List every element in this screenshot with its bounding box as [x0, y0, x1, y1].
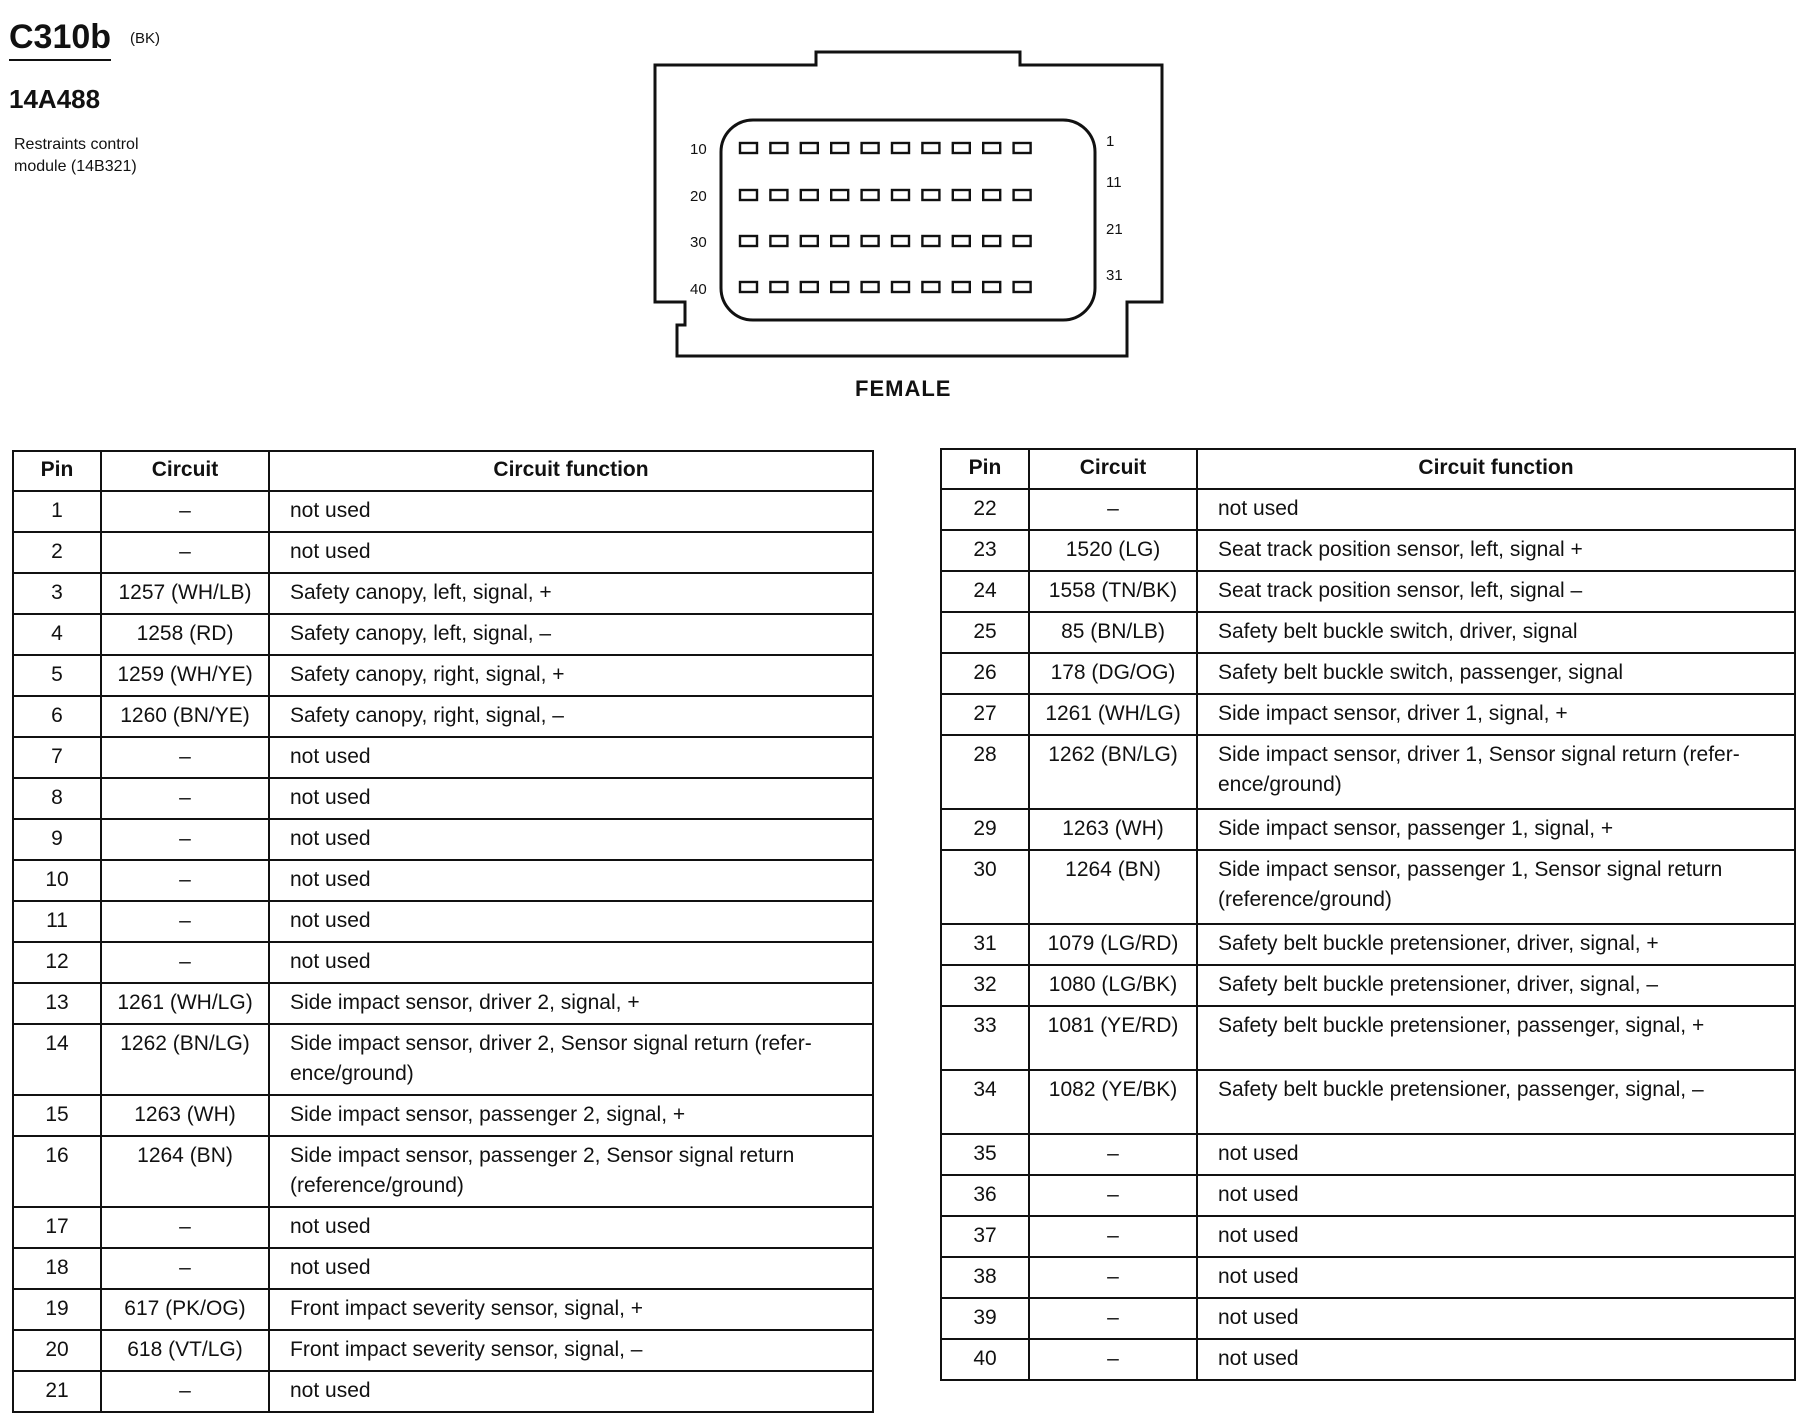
header-circuit: Circuit	[101, 451, 269, 491]
pin-cell: 1	[13, 491, 101, 532]
pin-cell: 4	[13, 614, 101, 655]
circuit-function-cell: Side impact sensor, passenger 2, Sensor signal return (reference/ground)	[269, 1136, 873, 1207]
pin-cavity	[983, 236, 1000, 246]
table-row	[13, 860, 873, 901]
connector-color: (BK)	[130, 30, 160, 47]
pin-cell: 7	[13, 737, 101, 778]
circuit-cell: 1262 (BN/LG)	[101, 1024, 269, 1095]
connector-face-diagram	[640, 40, 1180, 370]
pin-cavity	[831, 236, 848, 246]
circuit-cell: –	[101, 942, 269, 983]
table-row	[941, 571, 1795, 612]
pin-cell: 18	[13, 1248, 101, 1289]
circuit-cell: 1558 (TN/BK)	[1029, 571, 1197, 612]
pin-cell: 16	[13, 1136, 101, 1207]
table-row	[13, 655, 873, 696]
table-row	[13, 819, 873, 860]
circuit-function-cell: not used	[269, 532, 873, 573]
circuit-cell: –	[1029, 1134, 1197, 1175]
pin-cavity	[801, 282, 818, 292]
circuit-cell: –	[1029, 1339, 1197, 1380]
table-header-row	[941, 449, 1795, 489]
pin-cell: 29	[941, 809, 1029, 850]
table-row	[13, 901, 873, 942]
circuit-cell: –	[101, 491, 269, 532]
pin-cell: 17	[13, 1207, 101, 1248]
circuit-function-cell: Seat track position sensor, left, signal –	[1197, 571, 1795, 612]
pin-cavity	[983, 282, 1000, 292]
pin-cavity	[862, 282, 879, 292]
table-row	[941, 653, 1795, 694]
table-row	[941, 1298, 1795, 1339]
pin-cavity	[801, 236, 818, 246]
table-row	[13, 983, 873, 1024]
table-row	[941, 1006, 1795, 1070]
circuit-function-cell: Safety canopy, right, signal, +	[269, 655, 873, 696]
pin-cavity	[770, 282, 787, 292]
circuit-cell: 1258 (RD)	[101, 614, 269, 655]
pin-cell: 35	[941, 1134, 1029, 1175]
circuit-function-cell: not used	[269, 942, 873, 983]
row-label-40: 40	[690, 281, 707, 298]
table-header-row	[13, 451, 873, 491]
circuit-function-cell: Side impact sensor, driver 1, signal, +	[1197, 694, 1795, 735]
pin-cavity	[801, 143, 818, 153]
pin-cavity	[983, 143, 1000, 153]
table-row	[13, 942, 873, 983]
table-row	[941, 1134, 1795, 1175]
pin-cell: 26	[941, 653, 1029, 694]
circuit-cell: 1264 (BN)	[101, 1136, 269, 1207]
circuit-function-cell: Safety belt buckle pretensioner, passenger, signal, –	[1197, 1070, 1795, 1134]
row-label-30: 30	[690, 234, 707, 251]
pin-cell: 33	[941, 1006, 1029, 1070]
pin-cavity	[892, 282, 909, 292]
circuit-cell: –	[101, 737, 269, 778]
pin-cavity	[1014, 282, 1031, 292]
pin-cavity	[831, 282, 848, 292]
pin-cavity	[740, 282, 757, 292]
pin-cell: 11	[13, 901, 101, 942]
table-row	[941, 809, 1795, 850]
circuit-cell: 85 (BN/LB)	[1029, 612, 1197, 653]
table-row	[941, 1175, 1795, 1216]
circuit-function-cell: Side impact sensor, passenger 2, signal, +	[269, 1095, 873, 1136]
table-row	[941, 489, 1795, 530]
row-label-20: 20	[690, 188, 707, 205]
table-row	[941, 530, 1795, 571]
circuit-cell: 1261 (WH/LG)	[1029, 694, 1197, 735]
circuit-function-cell: not used	[1197, 1298, 1795, 1339]
circuit-cell: –	[101, 1248, 269, 1289]
pin-cavity	[922, 282, 939, 292]
connector-code: C310b	[9, 17, 111, 61]
circuit-cell: –	[1029, 1175, 1197, 1216]
pin-cavity	[953, 282, 970, 292]
pin-cell: 32	[941, 965, 1029, 1006]
pin-cavity	[740, 143, 757, 153]
circuit-cell: 1259 (WH/YE)	[101, 655, 269, 696]
row-label-11: 11	[1106, 174, 1122, 191]
table-row	[941, 694, 1795, 735]
pin-cell: 6	[13, 696, 101, 737]
table-row	[13, 1289, 873, 1330]
description-line-2: module (14B321)	[14, 158, 137, 175]
pin-cell: 39	[941, 1298, 1029, 1339]
pin-cell: 34	[941, 1070, 1029, 1134]
circuit-function-cell: not used	[269, 819, 873, 860]
pin-cavity	[740, 236, 757, 246]
circuit-function-cell: not used	[269, 1248, 873, 1289]
table-row	[13, 1248, 873, 1289]
table-row	[13, 1371, 873, 1412]
circuit-cell: –	[101, 1371, 269, 1412]
circuit-function-cell: not used	[1197, 1134, 1795, 1175]
pin-cell: 24	[941, 571, 1029, 612]
circuit-cell: 1079 (LG/RD)	[1029, 924, 1197, 965]
circuit-cell: –	[101, 532, 269, 573]
circuit-cell: 1260 (BN/YE)	[101, 696, 269, 737]
circuit-cell: –	[101, 901, 269, 942]
table-row	[941, 965, 1795, 1006]
circuit-cell: 1263 (WH)	[101, 1095, 269, 1136]
pin-cavity	[770, 190, 787, 200]
circuit-function-cell: Safety belt buckle pretensioner, driver, signal, –	[1197, 965, 1795, 1006]
circuit-cell: –	[101, 860, 269, 901]
circuit-cell: 1520 (LG)	[1029, 530, 1197, 571]
table-row	[13, 1024, 873, 1095]
circuit-function-cell: Safety belt buckle switch, driver, signal	[1197, 612, 1795, 653]
circuit-function-cell: not used	[269, 737, 873, 778]
pin-cavity	[1014, 143, 1031, 153]
pin-cell: 28	[941, 735, 1029, 809]
pin-cavity	[1014, 190, 1031, 200]
circuit-function-cell: not used	[269, 1371, 873, 1412]
pinout-table-left	[12, 450, 874, 1413]
circuit-function-cell: Safety belt buckle pretensioner, passenger, signal, +	[1197, 1006, 1795, 1070]
pin-cell: 31	[941, 924, 1029, 965]
table-row	[13, 1330, 873, 1371]
pin-cavity	[831, 143, 848, 153]
circuit-cell: –	[101, 819, 269, 860]
row-label-21: 21	[1106, 221, 1123, 238]
pin-cell: 13	[13, 983, 101, 1024]
circuit-function-cell: not used	[269, 778, 873, 819]
circuit-function-cell: Side impact sensor, passenger 1, Sensor signal return (reference/ground)	[1197, 850, 1795, 924]
pin-cell: 27	[941, 694, 1029, 735]
pin-cavity	[770, 236, 787, 246]
table-row	[941, 1339, 1795, 1380]
pin-cavity	[953, 236, 970, 246]
circuit-cell: –	[1029, 1298, 1197, 1339]
circuit-cell: –	[1029, 1257, 1197, 1298]
pin-cavity	[983, 190, 1000, 200]
circuit-function-cell: Side impact sensor, driver 2, signal, +	[269, 983, 873, 1024]
table-row	[13, 614, 873, 655]
circuit-function-cell: not used	[269, 1207, 873, 1248]
pin-cell: 15	[13, 1095, 101, 1136]
pin-cell: 36	[941, 1175, 1029, 1216]
header-pin: Pin	[941, 449, 1029, 489]
circuit-cell: 1080 (LG/BK)	[1029, 965, 1197, 1006]
table-row	[13, 532, 873, 573]
pin-cavity	[892, 236, 909, 246]
circuit-cell: 618 (VT/LG)	[101, 1330, 269, 1371]
circuit-cell: 1257 (WH/LB)	[101, 573, 269, 614]
circuit-function-cell: Safety belt buckle pretensioner, driver, signal, +	[1197, 924, 1795, 965]
header-circuit-function: Circuit function	[269, 451, 873, 491]
circuit-function-cell: Safety canopy, left, signal, –	[269, 614, 873, 655]
pin-cell: 21	[13, 1371, 101, 1412]
table-row	[13, 1095, 873, 1136]
table-row	[941, 1070, 1795, 1134]
pin-cavity-grid	[740, 143, 1031, 292]
circuit-function-cell: Seat track position sensor, left, signal +	[1197, 530, 1795, 571]
circuit-function-cell: Safety canopy, left, signal, +	[269, 573, 873, 614]
circuit-function-cell: not used	[269, 901, 873, 942]
table-row	[941, 924, 1795, 965]
circuit-cell: 1082 (YE/BK)	[1029, 1070, 1197, 1134]
module-description	[14, 134, 139, 178]
pin-cell: 14	[13, 1024, 101, 1095]
table-row	[13, 778, 873, 819]
pin-cavity	[862, 190, 879, 200]
pin-cell: 20	[13, 1330, 101, 1371]
circuit-function-cell: not used	[1197, 1339, 1795, 1380]
table-row	[13, 696, 873, 737]
table-row	[941, 850, 1795, 924]
header-circuit-function: Circuit function	[1197, 449, 1795, 489]
circuit-cell: 1262 (BN/LG)	[1029, 735, 1197, 809]
table-row	[13, 491, 873, 532]
circuit-cell: –	[1029, 1216, 1197, 1257]
pin-cell: 12	[13, 942, 101, 983]
pin-cell: 25	[941, 612, 1029, 653]
pin-cavity	[922, 190, 939, 200]
pin-cavity	[740, 190, 757, 200]
pin-cell: 37	[941, 1216, 1029, 1257]
table-row	[941, 1216, 1795, 1257]
row-label-10: 10	[690, 141, 707, 158]
circuit-cell: 1264 (BN)	[1029, 850, 1197, 924]
connector-gender-label: FEMALE	[855, 376, 952, 401]
table-row	[13, 573, 873, 614]
row-label-1: 1	[1106, 133, 1115, 150]
row-labels-right	[1106, 133, 1123, 284]
pin-cell: 8	[13, 778, 101, 819]
circuit-cell: 617 (PK/OG)	[101, 1289, 269, 1330]
pin-cell: 3	[13, 573, 101, 614]
circuit-cell: 1081 (YE/RD)	[1029, 1006, 1197, 1070]
part-number: 14A488	[9, 84, 101, 114]
table-row	[13, 1207, 873, 1248]
pin-cavity	[892, 143, 909, 153]
pinout-table-right	[940, 448, 1796, 1381]
pin-cavity	[770, 143, 787, 153]
circuit-cell: –	[1029, 489, 1197, 530]
pin-cavity	[953, 143, 970, 153]
header-pin: Pin	[13, 451, 101, 491]
pin-cell: 9	[13, 819, 101, 860]
pin-cell: 40	[941, 1339, 1029, 1380]
circuit-cell: –	[101, 1207, 269, 1248]
circuit-function-cell: not used	[269, 860, 873, 901]
circuit-function-cell: not used	[1197, 1216, 1795, 1257]
pin-cavity	[892, 190, 909, 200]
circuit-function-cell: not used	[1197, 1175, 1795, 1216]
pin-cavity	[801, 190, 818, 200]
header-circuit: Circuit	[1029, 449, 1197, 489]
circuit-function-cell: not used	[1197, 489, 1795, 530]
pin-cell: 30	[941, 850, 1029, 924]
row-label-31: 31	[1106, 267, 1123, 284]
circuit-cell: –	[101, 778, 269, 819]
table-row	[13, 1136, 873, 1207]
circuit-cell: 1261 (WH/LG)	[101, 983, 269, 1024]
circuit-function-cell: Safety belt buckle switch, passenger, signal	[1197, 653, 1795, 694]
circuit-function-cell: Safety canopy, right, signal, –	[269, 696, 873, 737]
pin-cell: 5	[13, 655, 101, 696]
circuit-function-cell: not used	[1197, 1257, 1795, 1298]
pin-cell: 10	[13, 860, 101, 901]
pin-cavity	[953, 190, 970, 200]
pin-cell: 19	[13, 1289, 101, 1330]
table-row	[941, 612, 1795, 653]
circuit-function-cell: not used	[269, 491, 873, 532]
circuit-function-cell: Side impact sensor, passenger 1, signal, +	[1197, 809, 1795, 850]
circuit-function-cell: Front impact severity sensor, signal, –	[269, 1330, 873, 1371]
pin-cell: 22	[941, 489, 1029, 530]
circuit-function-cell: Side impact sensor, driver 1, Sensor signal return (refer-ence/ground)	[1197, 735, 1795, 809]
description-line-1: Restraints control	[14, 136, 139, 153]
pin-cell: 2	[13, 532, 101, 573]
pin-cell: 23	[941, 530, 1029, 571]
circuit-cell: 1263 (WH)	[1029, 809, 1197, 850]
circuit-function-cell: Front impact severity sensor, signal, +	[269, 1289, 873, 1330]
pin-cavity	[922, 236, 939, 246]
circuit-function-cell: Side impact sensor, driver 2, Sensor signal return (refer-ence/ground)	[269, 1024, 873, 1095]
table-row	[13, 737, 873, 778]
pin-cell: 38	[941, 1257, 1029, 1298]
pin-cavity	[862, 236, 879, 246]
pin-cavity	[922, 143, 939, 153]
pin-cavity	[862, 143, 879, 153]
circuit-cell: 178 (DG/OG)	[1029, 653, 1197, 694]
row-labels-left	[690, 141, 707, 298]
pin-cavity	[831, 190, 848, 200]
table-row	[941, 1257, 1795, 1298]
pin-cavity	[1014, 236, 1031, 246]
table-row	[941, 735, 1795, 809]
